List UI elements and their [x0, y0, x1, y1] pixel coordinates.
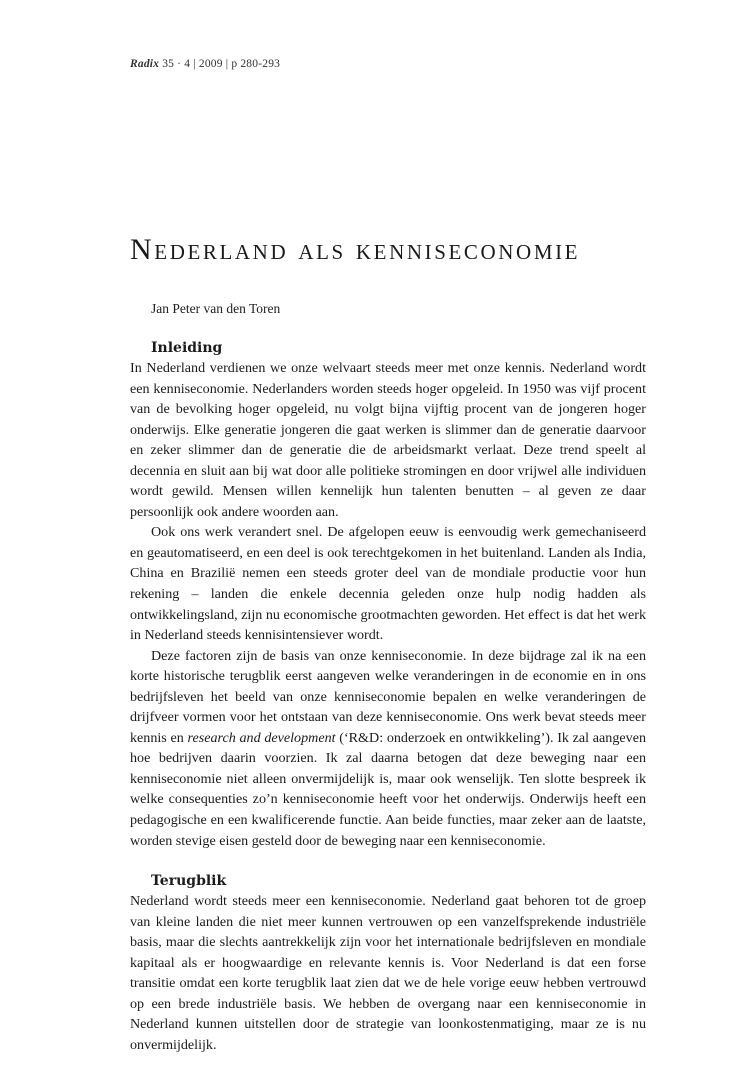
paragraph: Ook ons werk verandert snel. De afgelopen eeuw is eenvoudig werk gemechaniseerd en geautomatiseerd, en een deel is ook terechtgekomen in het buitenland. Landen als India, China en Brazilië nemen een steeds groter deel van de mondiale productie voor hun rekening – landen die enkele decennia geleden onze hulp nodig hadden als ontwikkelingsland, zijn nu economische grootmachten geworden. Het effect is dat het werk in Nederland steeds kennisintensiever wordt.: [130, 524, 646, 644]
article-title: Nederland als kenniseconomie: [130, 233, 581, 266]
paragraph: [130, 646, 646, 851]
paragraph: In Nederland verdienen we onze welvaart steeds meer met onze kennis. Nederland wordt een kenniseconomie. Nederlanders worden steeds hoger opgeleid. In 1950 was vijf procent van de bevolking hoger opgeleid, nu volgt bijna vijftig procent van de jongeren hoger onderwijs. Elke generatie jongeren die gaat werken is slimmer dan de generatie daarvoor en zeker slimmer dan de generatie die de arbeidsmarkt verlaat. Deze trend speelt al decennia en sluit aan bij wat door alle politieke stromingen en door vrijwel alle individuen wordt gewild. Mensen willen kennelijk hun talenten benutten – al geven ze daar persoonlijk ook andere woorden aan.: [130, 360, 646, 520]
running-header: [130, 58, 280, 70]
paragraph: Nederland wordt steeds meer een kenniseconomie. Nederland gaat behoren tot de groep van kleine landen die niet meer kunnen vertrouwen op een vanzelfsprekende industriële basis, maar die slechts aantrekkelijk zijn voor het internationale bedrijfsleven en mondiale kapitaal als er hoogwaardige en relevante kennis is. Voor Nederland is dat een forse transitie omdat een korte terugblik laat zien dat we de hele vorige eeuw hebben vertrouwd op een brede industriële basis. We hebben de overgang naar een kenniseconomie in Nederland kunnen uitstellen door de strategie van loonkostenmatiging, maar ze is nu onvermijdelijk.: [130, 893, 646, 1053]
italic-term: research and development: [187, 729, 336, 746]
author-name: Jan Peter van den Toren: [151, 301, 281, 316]
section-heading: Inleiding: [151, 340, 223, 356]
paragraph-text: Deze factoren zijn de basis van onze kenniseconomie. In deze bijdrage zal ik na een korte historische terugblik eerst aangeven welke veranderingen in de economie en in ons bedrijfsleven het beeld van onze kenniseconomie bepalen en welke veranderingen de drijfveer vormen voor het ontstaan van deze kenniseconomie. Ons werk bevat steeds meer kennis en: [130, 647, 646, 746]
section-heading: Terugblik: [151, 873, 227, 890]
journal-name: Radix: [130, 58, 160, 70]
article-body: [130, 339, 646, 1056]
paragraph-text: (‘R&D: onderzoek en ontwikkeling’). Ik zal aangeven hoe bedrijven daarin voorzien. Ik zal daarna betogen dat deze beweging naar een kenniseconomie niet alleen onvermijdelijk is, maar ook wenselijk. Ten slotte bespreek ik welke consequenties zo’n kenniseconomie heeft voor het onderwijs. Onderwijs heeft een pedagogische en een kwalificerende functie. Aan beide functies, maar zeker aan de laatste, worden stevige eisen gesteld door de beweging naar een kenniseconomie.: [130, 729, 646, 849]
section-terugblik: [130, 872, 646, 1055]
section-inleiding: [130, 339, 646, 851]
issue-info: 35 · 4 | 2009 | p 280-293: [162, 58, 281, 70]
